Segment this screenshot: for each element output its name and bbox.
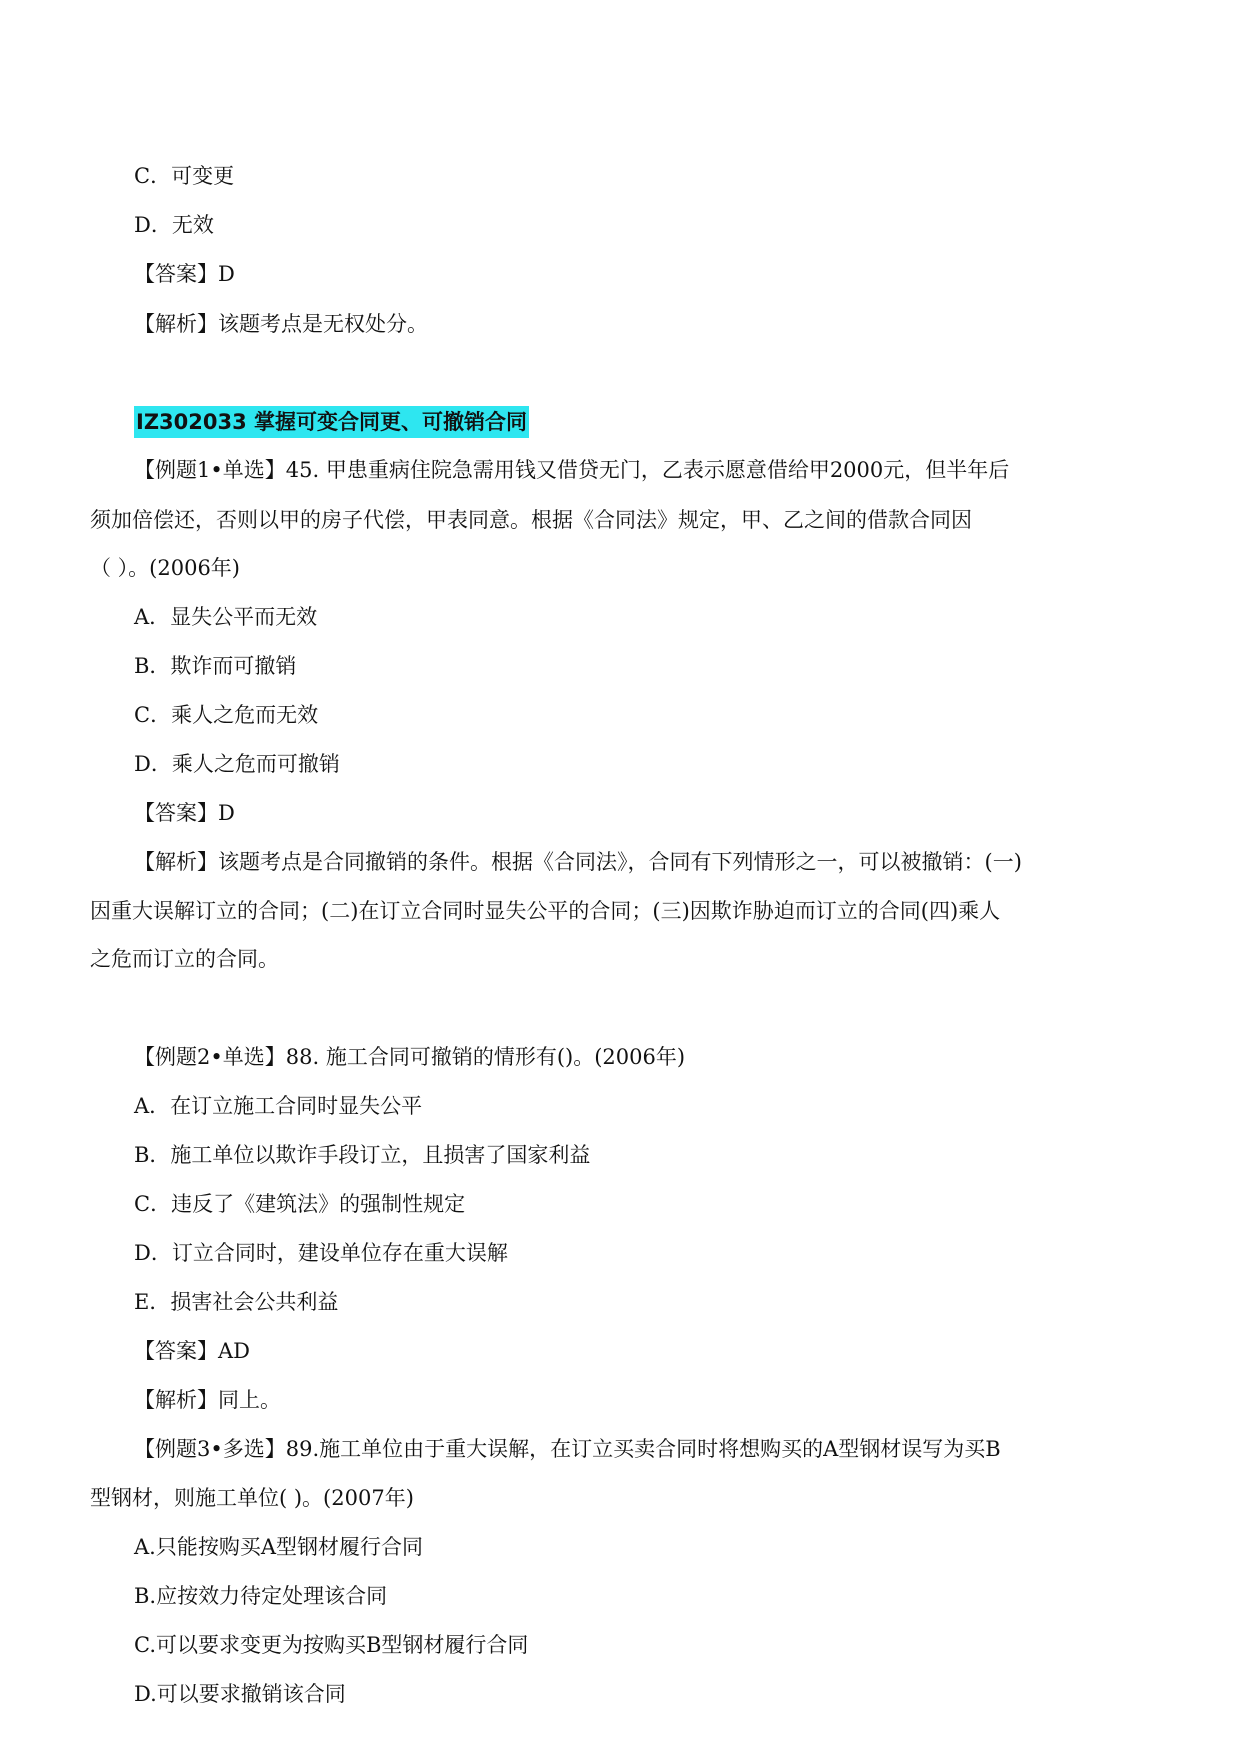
example1-question-line1: 【例题1•单选】45. 甲患重病住院急需用钱又借贷无门，乙表示愿意借给甲2000元，但半年后	[134, 458, 1010, 482]
analysis-line: 【解析】该题考点是无权处分。	[134, 312, 428, 336]
section-heading: IZ302033 掌握可变合同更、可撤销合同	[134, 406, 529, 438]
answer-line: 【答案】D	[134, 262, 235, 286]
example2-option-e: E．损害社会公共利益	[134, 1290, 339, 1314]
example3-option-a: A.只能按购买A型钢材履行合同	[134, 1535, 424, 1559]
example3-option-c: C.可以要求变更为按购买B型钢材履行合同	[134, 1633, 529, 1657]
option-d-line: D．无效	[134, 213, 214, 237]
example1-question-line3: （ ）。(2006年)	[90, 556, 241, 580]
example3-question-line2: 型钢材，则施工单位( )。(2007年)	[90, 1486, 414, 1510]
example2-option-b: B．施工单位以欺诈手段订立，且损害了国家利益	[134, 1143, 591, 1167]
example1-analysis-line1: 【解析】该题考点是合同撤销的条件。根据《合同法》，合同有下列情形之一，可以被撤销：(一)	[134, 850, 1022, 874]
example1-option-d: D．乘人之危而可撤销	[134, 752, 340, 776]
example1-option-b: B．欺诈而可撤销	[134, 654, 297, 678]
example3-question-line1: 【例题3•多选】89.施工单位由于重大误解，在订立买卖合同时将想购买的A型钢材误写为买B	[134, 1437, 1001, 1461]
example1-option-a: A．显失公平而无效	[134, 605, 318, 629]
example2-option-a: A．在订立施工合同时显失公平	[134, 1094, 423, 1118]
example1-answer: 【答案】D	[134, 801, 235, 825]
example3-option-d: D.可以要求撤销该合同	[134, 1682, 346, 1706]
example1-option-c: C．乘人之危而无效	[134, 703, 319, 727]
example2-option-d: D．订立合同时，建设单位存在重大误解	[134, 1241, 508, 1265]
example2-analysis: 【解析】同上。	[134, 1388, 281, 1412]
example2-answer: 【答案】AD	[134, 1339, 251, 1363]
option-c-line: C．可变更	[134, 164, 235, 188]
example3-option-b: B.应按效力待定处理该合同	[134, 1584, 388, 1608]
example1-analysis-line3: 之危而订立的合同。	[90, 947, 279, 971]
example1-question-line2: 须加倍偿还，否则以甲的房子代偿，甲表同意。根据《合同法》规定，甲、乙之间的借款合同因	[90, 508, 972, 532]
example1-analysis-line2: 因重大误解订立的合同；(二)在订立合同时显失公平的合同；(三)因欺诈胁迫而订立的合同(四)乘人	[90, 899, 1001, 923]
example2-question: 【例题2•单选】88. 施工合同可撤销的情形有()。(2006年)	[134, 1045, 686, 1069]
example2-option-c: C．违反了《建筑法》的强制性规定	[134, 1192, 466, 1216]
